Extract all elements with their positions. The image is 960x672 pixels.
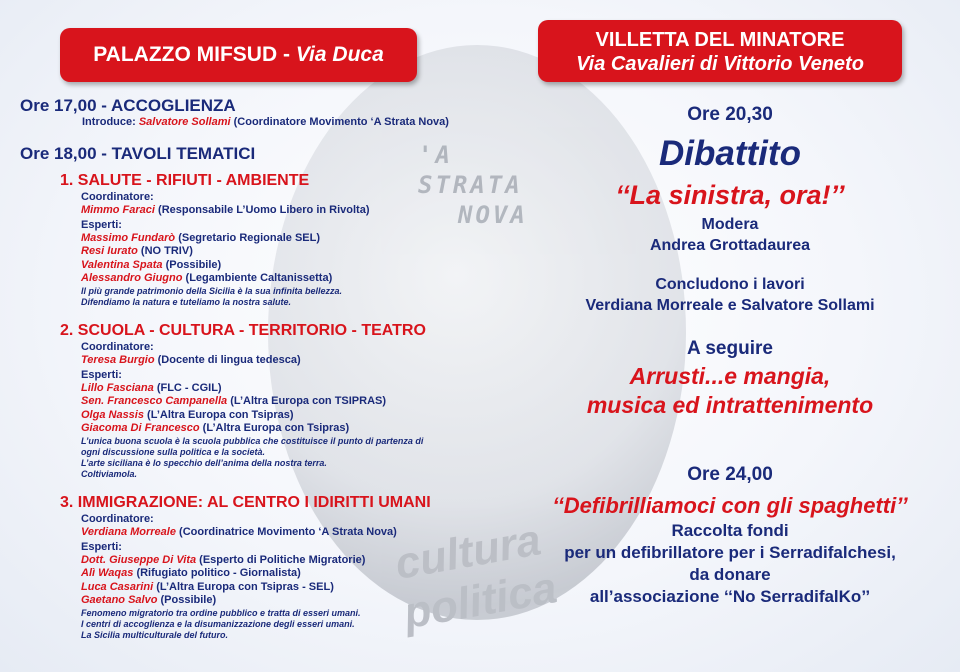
coordinator: Teresa Burgio (Docente di lingua tedesca) (81, 354, 301, 366)
intro-role: (Coordinatore Movimento ‘A Strata Nova) (233, 116, 449, 128)
expert: Luca Casarini (L’Altra Europa con Tsipras - SEL) (81, 580, 334, 593)
expert: Sen. Francesco Campanella (L’Altra Europa con TSIPRAS) (81, 395, 387, 408)
expert: Massimo Fundarò (Segretario Regionale SEL) (81, 231, 320, 244)
coordinator: Mimmo Faraci (Responsabile L’Uomo Libero in Rivolta) (81, 204, 370, 216)
a-seguire: A seguire (687, 338, 773, 359)
moderator-block (520, 214, 940, 256)
expert: Gaetano Salvo (Possibile) (81, 594, 217, 607)
expert: Valentina Spata (Possibile) (81, 258, 222, 271)
expert: Olga Nassis (L’Altra Europa con Tsipras) (81, 408, 294, 421)
defib-title: ‘‘Defibrilliamoci con gli spaghetti’’ (552, 493, 908, 518)
expert: Alessandro Giugno (Legambiente Caltanissetta) (81, 272, 333, 285)
right-venue-banner (538, 20, 902, 82)
intro-label: Introduce: (82, 116, 136, 128)
tavolo-note: L’arte siciliana è lo specchio dell’anima della nostra terra. (81, 457, 327, 468)
tavolo-note: Difendiamo la natura e tuteliamo la nostra salute. (81, 296, 292, 307)
left-venue-banner (60, 28, 417, 82)
raccolta-line-2: per un defibrillatore per i Serradifalchesi, (564, 543, 896, 562)
welcome-intro (20, 116, 449, 130)
welcome-section (20, 96, 449, 130)
modera-label: Modera (701, 216, 759, 233)
coord-label: Coordinatore: (81, 513, 154, 525)
coord-label: Coordinatore: (81, 191, 154, 203)
tavolo-title: 3. IMMIGRAZIONE: AL CENTRO I IDIRITTI UMANI (60, 494, 431, 511)
expert: Alì Waqas (Rifugiato politico - Giornalista) (81, 567, 301, 580)
tavolo-title: 1. SALUTE - RIFIUTI - AMBIENTE (60, 172, 310, 189)
tavolo-note: Coltiviamola. (81, 468, 138, 479)
arrusti-block (520, 362, 940, 420)
tavolo-note: L’unica buona scuola è la scuola pubblica che costituisce il punto di partenza di (81, 435, 424, 446)
logo-bottom-text: cultura politica (391, 515, 561, 639)
right-venue-street: Via Cavalieri di Vittorio Veneto (576, 53, 864, 75)
midnight-time: Ore 24,00 (687, 464, 773, 485)
expert: Resi Iurato (NO TRIV) (81, 245, 193, 258)
expert: Lillo Fasciana (FLC - CGIL) (81, 381, 222, 394)
modera-name: Andrea Grottadaurea (649, 237, 811, 254)
tavolo-title: 2. SCUOLA - CULTURA - TERRITORIO - TEATRO (60, 322, 426, 339)
tavolo-note: Fenomeno migratorio tra ordine pubblico e tratta di esseri umani. (81, 607, 361, 618)
expert: Giacoma Di Francesco (L’Altra Europa con Tsipras) (81, 422, 350, 435)
left-venue-street: Via Duca (295, 43, 384, 66)
tavolo-1 (60, 172, 480, 308)
raccolta-line-1: Raccolta fondi (671, 521, 789, 540)
concludono-names: Verdiana Morreale e Salvatore Sollami (585, 297, 875, 314)
tavolo-note: Il più grande patrimonio della Sicilia è la sua infinita bellezza. (81, 285, 343, 296)
tavolo-note: ogni discussione sulla politica e la società. (81, 446, 266, 457)
expert: Dott. Giuseppe Di Vita (Esperto di Politiche Migratorie) (81, 553, 366, 566)
experts-label: Esperti: (81, 218, 122, 231)
coordinator: Verdiana Morreale (Coordinatrice Movimento ‘A Strata Nova) (81, 526, 397, 538)
left-venue-name: PALAZZO MIFSUD - (93, 43, 290, 66)
raccolta-line-4: all’associazione ‘‘No SerradifalKo’’ (589, 587, 871, 606)
right-venue-name: VILLETTA DEL MINATORE (595, 29, 845, 51)
conclusion-block (520, 274, 940, 316)
dibattito-heading: Dibattito (659, 134, 801, 173)
tavoli-title: Ore 18,00 - TAVOLI TEMATICI (20, 144, 256, 163)
intro-name: Salvatore Sollami (138, 116, 231, 128)
dibattito-quote: ‘‘La sinistra, ora!’’ (615, 180, 845, 210)
arrusti-line-1: Arrusti...e mangia, (629, 363, 831, 389)
coord-label: Coordinatore: (81, 341, 154, 353)
tavolo-note: I centri di accoglienza e la disumanizzazione degli esseri umani. (81, 618, 355, 629)
experts-label: Esperti: (81, 368, 122, 381)
tavolo-note: La Sicilia multiculturale del futuro. (81, 629, 229, 640)
welcome-title: Ore 17,00 - ACCOGLIENZA (20, 96, 236, 115)
evening-time: Ore 20,30 (687, 104, 773, 125)
tavolo-3 (60, 494, 480, 641)
raccolta-line-3: da donare (689, 565, 771, 584)
arrusti-line-2: musica ed intrattenimento (586, 392, 874, 418)
logo-text: 'A STRATA NOVA (418, 141, 528, 229)
tavolo-2 (60, 322, 480, 480)
raccolta-block (520, 520, 940, 608)
concludono-label: Concludono i lavori (655, 276, 805, 293)
experts-label: Esperti: (81, 540, 122, 553)
